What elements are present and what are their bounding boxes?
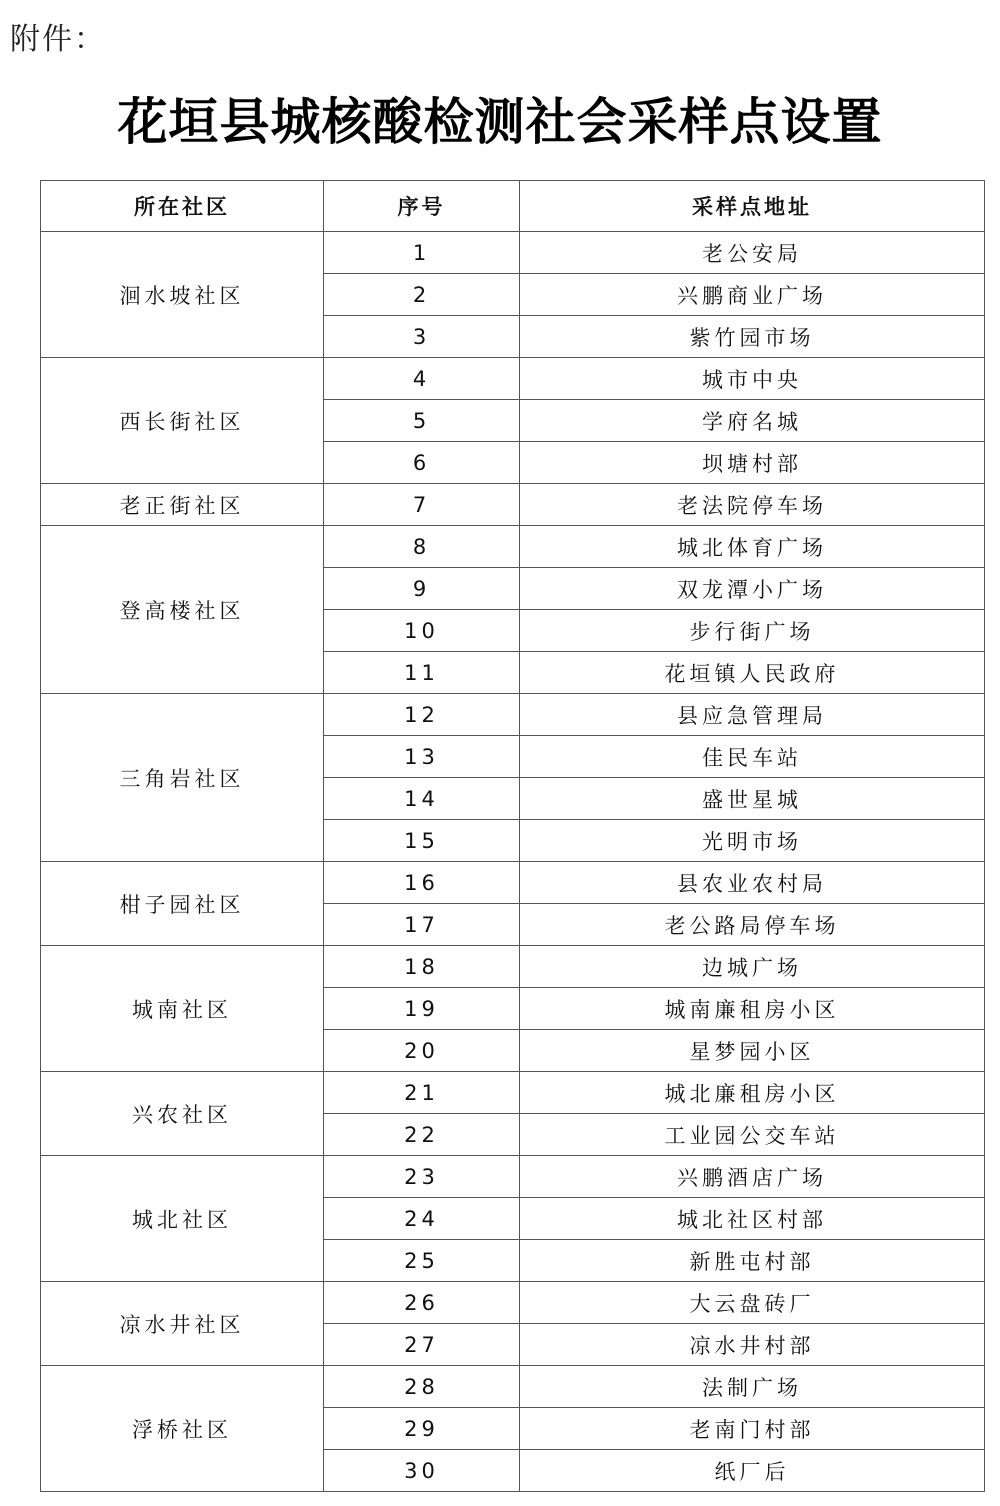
seq-cell: 25 — [324, 1240, 520, 1282]
address-cell: 老公路局停车场 — [520, 904, 985, 946]
address-cell: 凉水井村部 — [520, 1324, 985, 1366]
seq-cell: 18 — [324, 946, 520, 988]
community-cell: 登高楼社区 — [41, 526, 324, 694]
seq-cell: 15 — [324, 820, 520, 862]
address-cell: 工业园公交车站 — [520, 1114, 985, 1156]
header-address: 采样点地址 — [520, 181, 985, 232]
header-seq: 序号 — [324, 181, 520, 232]
address-cell: 坝塘村部 — [520, 442, 985, 484]
table-header-row — [41, 181, 985, 232]
address-cell: 花垣镇人民政府 — [520, 652, 985, 694]
table-row — [41, 694, 985, 736]
table-row — [41, 1366, 985, 1408]
address-cell: 步行街广场 — [520, 610, 985, 652]
community-cell: 柑子园社区 — [41, 862, 324, 946]
table-row — [41, 484, 985, 526]
community-cell: 洄水坡社区 — [41, 232, 324, 358]
seq-cell: 27 — [324, 1324, 520, 1366]
table-row — [41, 1282, 985, 1324]
address-cell: 城北社区村部 — [520, 1198, 985, 1240]
community-cell: 三角岩社区 — [41, 694, 324, 862]
seq-cell: 13 — [324, 736, 520, 778]
seq-cell: 3 — [324, 316, 520, 358]
seq-cell: 28 — [324, 1366, 520, 1408]
community-cell: 兴农社区 — [41, 1072, 324, 1156]
address-cell: 城南廉租房小区 — [520, 988, 985, 1030]
seq-cell: 21 — [324, 1072, 520, 1114]
address-cell: 县农业农村局 — [520, 862, 985, 904]
address-cell: 法制广场 — [520, 1366, 985, 1408]
seq-cell: 8 — [324, 526, 520, 568]
address-cell: 县应急管理局 — [520, 694, 985, 736]
address-cell: 佳民车站 — [520, 736, 985, 778]
seq-cell: 4 — [324, 358, 520, 400]
table-row — [41, 1072, 985, 1114]
seq-cell: 26 — [324, 1282, 520, 1324]
seq-cell: 22 — [324, 1114, 520, 1156]
address-cell: 老南门村部 — [520, 1408, 985, 1450]
table-row — [41, 526, 985, 568]
seq-cell: 10 — [324, 610, 520, 652]
community-cell: 凉水井社区 — [41, 1282, 324, 1366]
address-cell: 边城广场 — [520, 946, 985, 988]
address-cell: 紫竹园市场 — [520, 316, 985, 358]
address-cell: 城北廉租房小区 — [520, 1072, 985, 1114]
seq-cell: 6 — [324, 442, 520, 484]
seq-cell: 16 — [324, 862, 520, 904]
seq-cell: 11 — [324, 652, 520, 694]
attachment-label: 附件： — [10, 22, 106, 57]
table-row — [41, 946, 985, 988]
sampling-sites-table — [40, 180, 985, 1492]
address-cell: 新胜屯村部 — [520, 1240, 985, 1282]
address-cell: 双龙潭小广场 — [520, 568, 985, 610]
seq-cell: 29 — [324, 1408, 520, 1450]
table-row — [41, 1156, 985, 1198]
table-row — [41, 232, 985, 274]
community-cell: 浮桥社区 — [41, 1366, 324, 1492]
table-row — [41, 862, 985, 904]
address-cell: 星梦园小区 — [520, 1030, 985, 1072]
header-community: 所在社区 — [41, 181, 324, 232]
seq-cell: 19 — [324, 988, 520, 1030]
document-title: 花垣县城核酸检测社会采样点设置 — [117, 93, 883, 151]
address-cell: 大云盘砖厂 — [520, 1282, 985, 1324]
seq-cell: 5 — [324, 400, 520, 442]
address-cell: 纸厂后 — [520, 1450, 985, 1492]
community-cell: 城南社区 — [41, 946, 324, 1072]
community-cell: 西长街社区 — [41, 358, 324, 484]
address-cell: 老公安局 — [520, 232, 985, 274]
seq-cell: 12 — [324, 694, 520, 736]
seq-cell: 30 — [324, 1450, 520, 1492]
table-body — [41, 232, 985, 1492]
table-row — [41, 358, 985, 400]
address-cell: 城北体育广场 — [520, 526, 985, 568]
seq-cell: 14 — [324, 778, 520, 820]
address-cell: 兴鹏酒店广场 — [520, 1156, 985, 1198]
address-cell: 城市中央 — [520, 358, 985, 400]
seq-cell: 1 — [324, 232, 520, 274]
address-cell: 学府名城 — [520, 400, 985, 442]
seq-cell: 9 — [324, 568, 520, 610]
address-cell: 老法院停车场 — [520, 484, 985, 526]
seq-cell: 2 — [324, 274, 520, 316]
community-cell: 城北社区 — [41, 1156, 324, 1282]
seq-cell: 20 — [324, 1030, 520, 1072]
address-cell: 兴鹏商业广场 — [520, 274, 985, 316]
seq-cell: 7 — [324, 484, 520, 526]
community-cell: 老正街社区 — [41, 484, 324, 526]
seq-cell: 17 — [324, 904, 520, 946]
address-cell: 光明市场 — [520, 820, 985, 862]
seq-cell: 24 — [324, 1198, 520, 1240]
seq-cell: 23 — [324, 1156, 520, 1198]
address-cell: 盛世星城 — [520, 778, 985, 820]
